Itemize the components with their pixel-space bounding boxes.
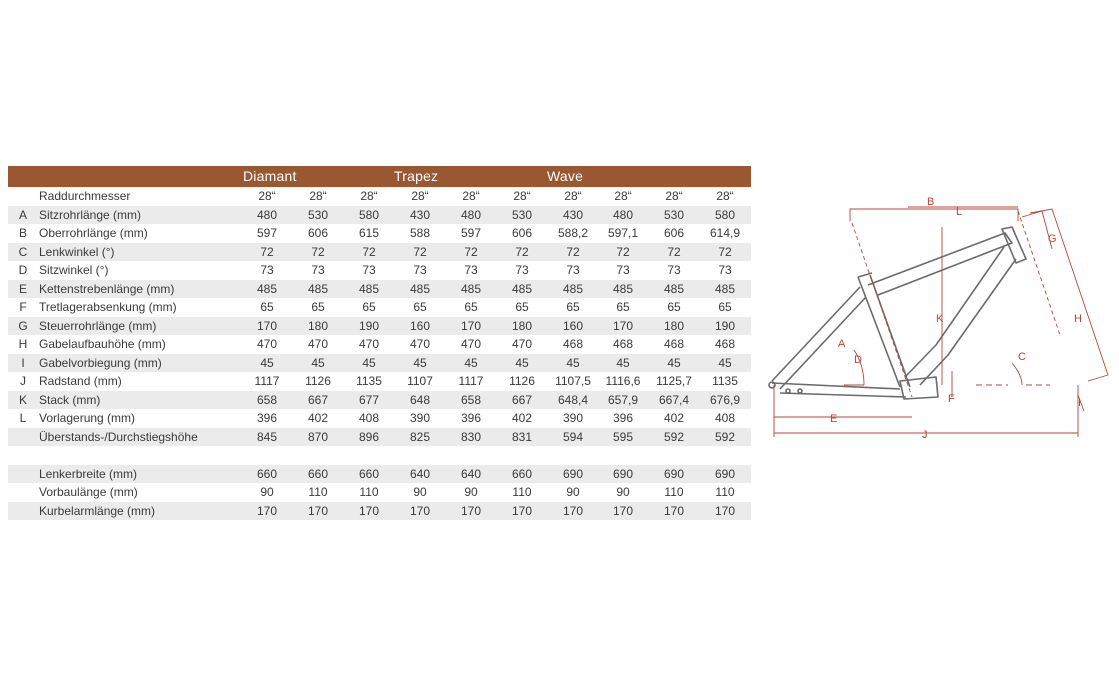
seat-tube <box>858 275 910 387</box>
row-code: G <box>18 318 28 333</box>
row-value: 45 <box>362 355 376 370</box>
row-value: 1117 <box>458 374 484 388</box>
row-value: 676,9 <box>709 392 741 407</box>
row-value: 72 <box>260 244 274 259</box>
row-value: 90 <box>566 485 580 499</box>
row-value: 606 <box>511 226 533 240</box>
row-value: 110 <box>715 485 735 499</box>
row-value: 28“ <box>360 189 378 203</box>
diagram-label-l: L <box>956 206 963 218</box>
row-value: 690 <box>714 466 736 481</box>
row-code: L <box>19 411 27 425</box>
row-value: 110 <box>308 485 328 499</box>
row-value: 825 <box>409 429 431 444</box>
table-row <box>8 298 751 317</box>
row-value: 72 <box>413 244 427 259</box>
row-value: 1126 <box>305 374 331 388</box>
dim-h-axis <box>1018 211 1060 335</box>
row-value: 65 <box>515 300 529 314</box>
rear-bolt <box>798 389 802 393</box>
row-value: 170 <box>562 503 584 518</box>
row-value: 73 <box>464 263 478 277</box>
row-label: Stack (mm) <box>39 392 101 407</box>
row-value: 110 <box>664 485 684 499</box>
row-value: 72 <box>566 244 580 259</box>
row-value: 110 <box>359 485 379 499</box>
table-row <box>8 428 751 447</box>
chain-stay <box>772 383 906 397</box>
row-value: 580 <box>714 207 736 222</box>
row-value: 530 <box>307 207 329 222</box>
row-value: 648 <box>409 392 431 407</box>
row-value: 65 <box>362 300 376 314</box>
row-value: 180 <box>663 318 685 333</box>
row-value: 72 <box>515 244 529 259</box>
row-value: 170 <box>307 503 329 518</box>
diagram-label-f: F <box>948 393 955 405</box>
row-code: A <box>18 207 27 222</box>
diagram-label-j: J <box>922 429 928 441</box>
row-label: Lenkwinkel (°) <box>39 244 115 259</box>
row-value: 90 <box>413 485 427 499</box>
top-tube <box>868 233 1012 295</box>
row-value: 65 <box>616 300 630 314</box>
row-value: 72 <box>362 244 376 259</box>
row-value: 1135 <box>356 374 382 388</box>
row-value: 485 <box>409 281 431 296</box>
diagram-label-d: D <box>854 354 862 366</box>
row-value: 660 <box>307 466 329 481</box>
row-value: 485 <box>714 281 736 296</box>
row-value: 430 <box>562 207 584 222</box>
row-label: Radstand (mm) <box>39 374 122 388</box>
row-value: 65 <box>464 300 478 314</box>
rear-bolt <box>786 389 790 393</box>
row-value: 170 <box>460 503 482 518</box>
row-value: 485 <box>307 281 329 296</box>
row-value: 72 <box>718 244 732 259</box>
row-code: F <box>19 300 27 314</box>
row-value: 45 <box>260 355 274 370</box>
diagram-label-b: B <box>927 196 935 208</box>
dim-c-arc <box>1012 363 1022 385</box>
row-code: C <box>18 244 28 259</box>
row-value: 640 <box>409 466 431 481</box>
row-value: 657,9 <box>607 392 639 407</box>
row-value: 73 <box>616 263 630 277</box>
row-value: 430 <box>409 207 431 222</box>
row-value: 1107,5 <box>555 374 591 388</box>
row-value: 160 <box>409 318 431 333</box>
row-value: 28“ <box>258 189 276 203</box>
row-code: B <box>18 226 27 240</box>
row-value: 65 <box>413 300 427 314</box>
row-value: 28“ <box>665 189 683 203</box>
row-code: J <box>20 374 26 388</box>
row-value: 690 <box>612 466 634 481</box>
row-value: 180 <box>307 318 329 333</box>
bike-frame <box>769 227 1026 399</box>
row-value: 396 <box>256 411 278 425</box>
row-value: 45 <box>667 355 681 370</box>
row-value: 160 <box>562 318 584 333</box>
dim-a-axis <box>852 223 912 397</box>
row-label: Sitzwinkel (°) <box>39 263 109 277</box>
row-value: 402 <box>307 411 329 425</box>
bottom-bracket <box>900 377 938 399</box>
row-value: 45 <box>413 355 427 370</box>
row-value: 530 <box>663 207 685 222</box>
row-value: 690 <box>562 466 584 481</box>
row-label: Kurbelarmlänge (mm) <box>39 503 156 518</box>
row-value: 390 <box>562 411 584 425</box>
row-label: Tretlagerabsenkung (mm) <box>39 300 177 314</box>
row-value: 648,4 <box>557 392 589 407</box>
row-value: 1135 <box>712 374 738 388</box>
row-value: 470 <box>460 337 482 351</box>
row-value: 396 <box>460 411 482 425</box>
row-value: 190 <box>358 318 380 333</box>
row-value: 402 <box>511 411 533 425</box>
row-code: H <box>18 337 28 351</box>
row-value: 595 <box>612 429 634 444</box>
row-label: Raddurchmesser <box>39 189 131 203</box>
group-label-wave: Wave <box>547 168 584 184</box>
row-value: 597 <box>460 226 482 240</box>
row-label: Lenkerbreite (mm) <box>39 466 138 481</box>
row-value: 1116,6 <box>605 374 641 388</box>
row-value: 606 <box>307 226 329 240</box>
row-value: 667 <box>307 392 329 407</box>
table-row <box>8 465 751 484</box>
row-value: 180 <box>511 318 533 333</box>
table-row <box>8 224 751 243</box>
row-value: 1117 <box>254 374 280 388</box>
table-row <box>8 335 751 354</box>
row-value: 468 <box>562 337 584 351</box>
table-row <box>8 261 751 280</box>
row-value: 28“ <box>309 189 327 203</box>
group-label-trapez: Trapez <box>394 168 439 184</box>
row-value: 170 <box>511 503 533 518</box>
diagram-label-e: E <box>830 413 838 425</box>
row-value: 73 <box>515 263 529 277</box>
row-value: 485 <box>358 281 380 296</box>
row-value: 845 <box>256 429 278 444</box>
table-row <box>8 317 751 336</box>
row-value: 614,9 <box>709 226 741 240</box>
row-value: 470 <box>409 337 431 351</box>
row-value: 73 <box>566 263 580 277</box>
row-value: 1125,7 <box>656 374 692 388</box>
row-label: Überstands-/Durchstiegshöhe <box>39 429 198 444</box>
row-value: 485 <box>256 281 278 296</box>
row-value: 170 <box>358 503 380 518</box>
table-spacer <box>8 446 751 465</box>
table-row <box>8 187 751 206</box>
row-value: 45 <box>718 355 732 370</box>
row-value: 28“ <box>716 189 734 203</box>
row-value: 1107 <box>407 374 433 388</box>
row-value: 190 <box>714 318 736 333</box>
row-value: 90 <box>464 485 478 499</box>
dim-h <box>1030 209 1108 381</box>
row-value: 65 <box>667 300 681 314</box>
row-value: 468 <box>714 337 736 351</box>
row-value: 28“ <box>411 189 429 203</box>
row-value: 896 <box>358 429 380 444</box>
row-value: 73 <box>260 263 274 277</box>
row-value: 597 <box>256 226 278 240</box>
table-row <box>8 409 751 428</box>
row-value: 72 <box>311 244 325 259</box>
diagram-label-h: H <box>1074 313 1082 325</box>
row-value: 830 <box>460 429 482 444</box>
row-value: 468 <box>612 337 634 351</box>
row-value: 660 <box>256 466 278 481</box>
row-value: 45 <box>515 355 529 370</box>
row-value: 592 <box>714 429 736 444</box>
row-value: 677 <box>358 392 380 407</box>
row-value: 408 <box>358 411 380 425</box>
row-value: 45 <box>311 355 325 370</box>
row-value: 470 <box>307 337 329 351</box>
row-value: 408 <box>714 411 736 425</box>
row-value: 468 <box>663 337 685 351</box>
table-group-header <box>8 166 751 187</box>
table-row <box>8 354 751 373</box>
row-value: 485 <box>612 281 634 296</box>
row-value: 73 <box>311 263 325 277</box>
group-label-diamant: Diamant <box>243 168 297 184</box>
diagram-label-a: A <box>838 338 846 350</box>
row-code: D <box>18 263 28 277</box>
row-value: 660 <box>358 466 380 481</box>
row-value: 72 <box>616 244 630 259</box>
row-value: 28“ <box>513 189 531 203</box>
row-value: 485 <box>460 281 482 296</box>
row-value: 170 <box>256 503 278 518</box>
row-label: Oberrohrlänge (mm) <box>39 226 148 240</box>
row-value: 480 <box>256 207 278 222</box>
row-value: 594 <box>562 429 584 444</box>
bike-geometry-diagram <box>760 185 1110 450</box>
row-value: 480 <box>460 207 482 222</box>
row-value: 658 <box>256 392 278 407</box>
table-row <box>8 206 751 225</box>
row-value: 667 <box>511 392 533 407</box>
diagram-label-g: G <box>1048 233 1057 245</box>
table-row <box>8 243 751 262</box>
row-value: 45 <box>616 355 630 370</box>
row-value: 73 <box>667 263 681 277</box>
row-value: 1126 <box>509 374 535 388</box>
row-label: Gabelaufbauhöhe (mm) <box>39 337 166 351</box>
row-value: 65 <box>260 300 274 314</box>
row-value: 170 <box>612 503 634 518</box>
row-value: 470 <box>358 337 380 351</box>
dim-b <box>850 209 1018 221</box>
row-value: 831 <box>511 429 533 444</box>
row-value: 470 <box>511 337 533 351</box>
row-label: Steuerrohrlänge (mm) <box>39 318 157 333</box>
row-value: 73 <box>413 263 427 277</box>
row-label: Kettenstrebenlänge (mm) <box>39 281 175 296</box>
row-label: Gabelvorbiegung (mm) <box>39 355 162 370</box>
row-label: Sitzrohrlänge (mm) <box>39 207 142 222</box>
table-row <box>8 483 751 502</box>
row-value: 73 <box>362 263 376 277</box>
row-code: E <box>18 281 27 296</box>
row-value: 588,2 <box>557 226 589 240</box>
row-value: 402 <box>663 411 685 425</box>
row-label: Vorbaulänge (mm) <box>39 485 138 499</box>
row-value: 530 <box>511 207 533 222</box>
row-value: 588 <box>409 226 431 240</box>
row-value: 28“ <box>614 189 632 203</box>
diagram-label-i: I <box>1078 397 1082 409</box>
row-value: 170 <box>612 318 634 333</box>
row-value: 485 <box>663 281 685 296</box>
row-value: 660 <box>511 466 533 481</box>
row-value: 480 <box>612 207 634 222</box>
row-value: 485 <box>562 281 584 296</box>
row-value: 396 <box>612 411 634 425</box>
table-row <box>8 280 751 299</box>
row-value: 170 <box>460 318 482 333</box>
row-value: 690 <box>663 466 685 481</box>
table-row <box>8 372 751 391</box>
row-value: 470 <box>256 337 278 351</box>
down-tube <box>905 247 1016 385</box>
row-value: 170 <box>409 503 431 518</box>
table-row <box>8 502 751 521</box>
row-value: 170 <box>714 503 736 518</box>
row-value: 615 <box>358 226 380 240</box>
row-value: 667,4 <box>658 392 690 407</box>
row-value: 592 <box>663 429 685 444</box>
row-value: 90 <box>260 485 274 499</box>
row-value: 72 <box>667 244 681 259</box>
row-value: 72 <box>464 244 478 259</box>
row-value: 170 <box>663 503 685 518</box>
diagram-labels <box>830 196 1082 441</box>
row-value: 597,1 <box>607 226 639 240</box>
row-value: 580 <box>358 207 380 222</box>
geometry-table <box>8 166 751 520</box>
row-value: 658 <box>460 392 482 407</box>
row-value: 485 <box>511 281 533 296</box>
diagram-label-k: K <box>936 313 944 325</box>
row-value: 390 <box>409 411 431 425</box>
row-value: 606 <box>663 226 685 240</box>
row-value: 110 <box>512 485 532 499</box>
row-value: 28“ <box>564 189 582 203</box>
row-value: 65 <box>311 300 325 314</box>
row-value: 45 <box>566 355 580 370</box>
table-row <box>8 391 751 410</box>
row-value: 28“ <box>462 189 480 203</box>
row-value: 65 <box>566 300 580 314</box>
row-value: 640 <box>460 466 482 481</box>
row-value: 870 <box>307 429 329 444</box>
row-value: 170 <box>256 318 278 333</box>
row-value: 73 <box>718 263 732 277</box>
row-code: I <box>21 355 25 370</box>
diagram-label-c: C <box>1018 351 1026 363</box>
seat-stay <box>772 287 866 389</box>
row-value: 65 <box>718 300 732 314</box>
row-code: K <box>18 392 27 407</box>
row-value: 90 <box>616 485 630 499</box>
row-label: Vorlagerung (mm) <box>39 411 136 425</box>
row-value: 45 <box>464 355 478 370</box>
